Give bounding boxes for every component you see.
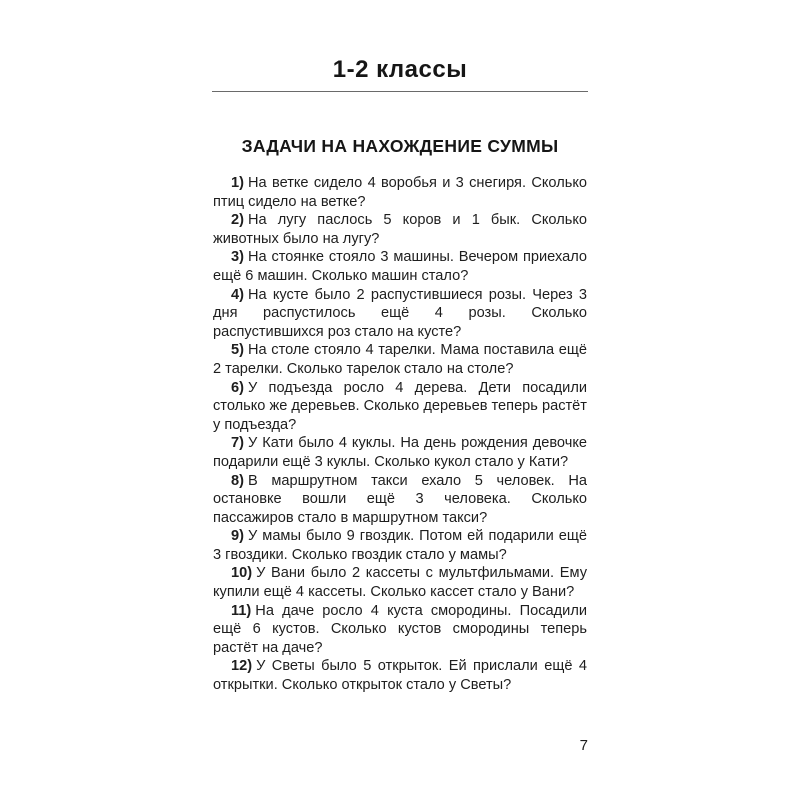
problem-text: На столе стояло 4 тарелки. Мама поставила ещё 2 тарелки. Сколько тарелок стало на столе? [213,342,587,377]
problem-text: У мамы было 9 гвоздик. Потом ей подарили ещё 3 гвоздики. Сколько гвоздик стало у мамы? [213,528,587,563]
problem-item [213,379,587,435]
problem-item [213,341,587,378]
section-title: ЗАДАЧИ НА НАХОЖДЕНИЕ СУММЫ [241,136,559,156]
problem-item [213,248,587,285]
problem-item [213,657,587,694]
problem-number: 10) [231,565,253,582]
problem-number: 4) [231,286,244,303]
problem-text: У подъезда росло 4 дерева. Дети посадили столько же деревьев. Сколько деревьев теперь растёт у подъезда? [213,379,587,433]
problem-number: 7) [231,435,244,452]
problem-text: В маршрутном такси ехало 5 человек. На остановке вошли ещё 3 человека. Сколько пассажиров стало в маршрутном такси? [213,472,587,526]
problem-text: На ветке сидело 4 воробья и 3 снегиря. Сколько птиц сидело на ветке? [213,175,587,210]
problem-number: 6) [231,379,244,396]
problem-text: У Светы было 5 открыток. Ей прислали ещё 4 открытки. Сколько открыток стало у Светы? [213,658,587,694]
problem-item [213,527,587,564]
problem-number: 3) [231,249,244,266]
problem-list [213,174,587,695]
problem-number: 11) [231,602,252,619]
problem-number: 12) [231,658,253,675]
grade-header: 1-2 классы [332,56,468,83]
problem-item [213,286,587,342]
problem-number: 2) [231,212,244,229]
problem-item [213,211,587,248]
problem-text: На кусте было 2 распустившиеся розы. Через 3 дня распустилось ещё 4 розы. Сколько распустившихся роз стало на кусте? [213,286,587,340]
problem-number: 8) [231,472,244,489]
problem-text: У Кати было 4 куклы. На день рождения девочке подарили ещё 3 куклы. Сколько кукол стало у Кати? [213,435,587,470]
problem-number: 5) [231,342,244,359]
page-number: 7 [579,737,588,754]
problem-text: На лугу паслось 5 коров и 1 бык. Сколько животных было на лугу? [213,212,587,247]
problem-item [213,602,587,658]
problem-item [213,174,587,211]
problem-number: 1) [231,175,244,191]
problem-text: На даче росло 4 куста смородины. Посадили ещё 6 кустов. Сколько кустов смородины теперь растёт на даче? [213,602,587,656]
header-divider [212,91,588,92]
problem-text: На стоянке стояло 3 машины. Вечером приехало ещё 6 машин. Сколько машин стало? [213,249,587,284]
problem-number: 9) [231,528,244,545]
problem-text: У Вани было 2 кассеты с мультфильмами. Ему купили ещё 4 кассеты. Сколько кассет стало у Вани? [213,565,587,601]
problem-item [213,472,587,528]
problem-item [213,434,587,471]
problem-item [213,564,587,601]
